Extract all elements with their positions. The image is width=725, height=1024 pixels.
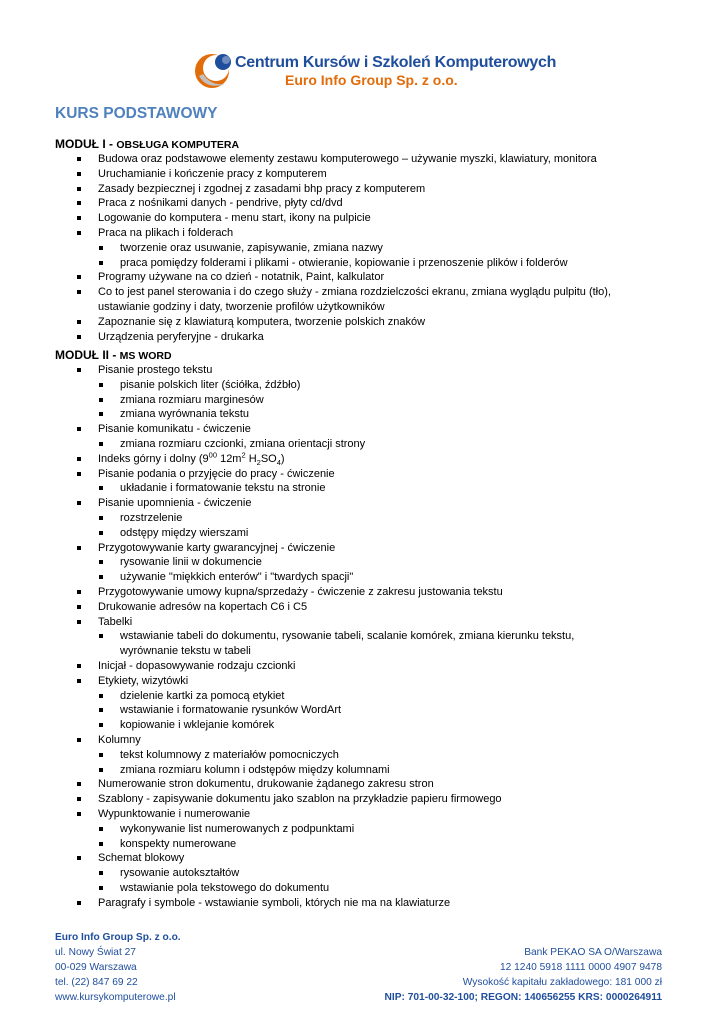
list-item-text: Pisanie komunikatu - ćwiczenie [98, 423, 251, 436]
footer-ids: NIP: 701-00-32-100; REGON: 140656255 KRS: 0000264911 [384, 992, 662, 1003]
bullet-icon [77, 679, 81, 683]
sub-list [98, 378, 625, 422]
sub-list-item-text: rysowanie autokształtów [120, 867, 240, 880]
list-item-text: Przygotowywanie karty gwarancyjnej - ćwiczenie [98, 541, 336, 554]
list-item [0, 896, 725, 911]
sub-list-item [98, 481, 625, 496]
sub-list-item-text: kopiowanie i wklejanie komórek [120, 719, 275, 732]
bullet-icon [99, 842, 103, 846]
sub-list-item-text: wstawianie tabeli do dokumentu, rysowanie tabeli, scalanie komórek, zmiana kierunku tekstu, wyrównanie tekstu w tabeli [120, 630, 575, 658]
bullet-icon [99, 516, 103, 520]
list-item [0, 674, 725, 733]
sub-list-item [98, 526, 625, 541]
bullet-icon [99, 694, 103, 698]
bullet-icon [77, 812, 81, 816]
logo-title: Centrum Kursów i Szkoleń Komputerowych [235, 54, 557, 71]
bullet-icon [77, 368, 81, 372]
sub-list-item [98, 703, 625, 718]
list-item [0, 452, 725, 467]
footer-account: 12 1240 5918 1111 0000 4907 9478 [499, 962, 662, 973]
sub-list-item-text: zmiana rozmiaru marginesów [120, 393, 264, 406]
list-item [0, 270, 725, 285]
bullet-icon [99, 871, 103, 875]
sub-list-item [98, 511, 625, 526]
bullet-icon [77, 546, 81, 550]
list-item-text: Tabelki [98, 615, 133, 628]
sub-list [98, 866, 625, 896]
sub-list-item [98, 763, 625, 778]
bullet-icon [77, 275, 81, 279]
bullet-icon [77, 231, 81, 235]
bullet-icon [77, 590, 81, 594]
sub-list-item [98, 256, 625, 271]
list-item [0, 285, 725, 315]
bullet-icon [99, 886, 103, 890]
list-item [0, 363, 725, 422]
index-part: 2 [241, 450, 246, 460]
list-item [0, 330, 725, 345]
sub-list-item [98, 689, 625, 704]
sub-list [98, 822, 625, 852]
bullet-icon [99, 723, 103, 727]
sub-list-item-text: układanie i formatowanie tekstu na stronie [120, 482, 326, 495]
module-1-heading [55, 137, 239, 151]
bullet-icon [99, 398, 103, 402]
list-item-text: Praca na plikach i folderach [98, 226, 234, 239]
list-item [0, 585, 725, 600]
sub-list-item [98, 881, 625, 896]
sub-list-item [98, 393, 625, 408]
list-item-text: Budowa oraz podstawowe elementy zestawu komputerowego – używanie myszki, klawiatury, monitora [98, 153, 597, 165]
list-item [0, 807, 725, 851]
footer-company: Euro Info Group Sp. z o.o. [55, 932, 181, 943]
list-item-text: Inicjał - dopasowywanie rodzaju czcionki [98, 659, 296, 672]
bullet-icon [99, 531, 103, 535]
list-item-text: Numerowanie stron dokumentu, drukowanie żądanego zakresu stron [98, 778, 434, 791]
list-item [0, 659, 725, 674]
bullet-icon [77, 427, 81, 431]
list-item-text: Programy używane na co dzień - notatnik, Paint, kalkulator [98, 271, 385, 284]
bullet-icon [77, 782, 81, 786]
list-item-text: Wypunktowanie i numerowanie [98, 807, 251, 820]
index-part: ) [280, 452, 285, 465]
list-item [0, 851, 725, 895]
footer-website-link[interactable]: www.kursykomputerowe.pl [55, 992, 176, 1003]
sub-list-item-text: używanie "miękkich enterów" i "twardych spacji" [120, 571, 354, 584]
list-item-text: Przygotowywanie umowy kupna/sprzedaży - ćwiczenie z zakresu justowania tekstu [98, 585, 503, 598]
list-item [0, 196, 725, 211]
sub-list-item-text: wykonywanie list numerowanych z podpunktami [120, 822, 355, 835]
bullet-icon [77, 290, 81, 294]
index-part: 2 [256, 457, 261, 467]
bullet-icon [77, 187, 81, 191]
page-footer [0, 930, 725, 1003]
sub-list [98, 437, 625, 452]
index-part: SO [260, 452, 277, 465]
sub-list [98, 689, 625, 733]
list-item-text: Urządzenia peryferyjne - drukarka [98, 330, 264, 343]
index-part: H [245, 452, 257, 465]
list-item-text: Logowanie do komputera - menu start, ikony na pulpicie [98, 212, 371, 225]
bullet-icon [77, 856, 81, 860]
list-item [0, 152, 725, 167]
list-item-text: Zapoznanie się z klawiaturą komputera, tworzenie polskich znaków [98, 315, 426, 328]
list-item [0, 733, 725, 777]
bullet-icon [99, 634, 103, 638]
sub-list-item [98, 407, 625, 422]
module-1-title: OBSŁUGA KOMPUTERA [116, 139, 240, 151]
bullet-icon [99, 575, 103, 579]
list-item-text: Praca z nośnikami danych - pendrive, płyty cd/dvd [98, 197, 343, 210]
list-item [0, 777, 725, 792]
list-item [0, 496, 725, 540]
sub-list-item [98, 437, 625, 452]
list-item [0, 422, 725, 452]
index-part: Indeks górny i dolny (9 [98, 452, 209, 465]
module-1-prefix: MODUŁ I - [55, 137, 117, 151]
sub-list-item-text: rysowanie linii w dokumencie [120, 556, 262, 569]
list-item-text: Szablony - zapisywanie dokumentu jako szablon na przykładzie papieru firmowego [98, 793, 502, 806]
sub-list-item-text: wstawianie i formatowanie rysunków WordArt [120, 704, 342, 717]
list-item [0, 541, 725, 585]
footer-company-details [385, 945, 663, 1005]
sub-list-item [98, 241, 625, 256]
bullet-icon [77, 605, 81, 609]
bullet-icon [77, 501, 81, 505]
sub-list-item-text: zmiana wyrównania tekstu [120, 408, 250, 421]
list-item-text: Pisanie prostego tekstu [98, 364, 213, 376]
sub-list-item-text: wstawianie pola tekstowego do dokumentu [120, 881, 330, 894]
bullet-icon [99, 708, 103, 712]
footer-capital: Wysokość kapitału zakładowego: 181 000 zł [462, 977, 662, 988]
sub-list [98, 555, 625, 585]
bullet-icon [99, 486, 103, 490]
footer-phone: tel. (22) 847 69 22 [55, 977, 138, 988]
sub-list-item [98, 837, 625, 852]
module-1-list [0, 152, 725, 344]
list-item [0, 211, 725, 226]
sub-list [98, 481, 625, 496]
list-item [0, 315, 725, 330]
sub-list [98, 748, 625, 778]
sub-list-item-text: zmiana rozmiaru czcionki, zmiana orientacji strony [120, 437, 366, 450]
list-item-text: Etykiety, wizytówki [98, 674, 189, 687]
list-item-text: Drukowanie adresów na kopertach C6 i C5 [98, 600, 308, 613]
bullet-icon [99, 442, 103, 446]
index-example-text [98, 450, 285, 467]
bullet-icon [99, 261, 103, 265]
sub-list [98, 241, 625, 271]
bullet-icon [77, 335, 81, 339]
sub-list-item-text: rozstrzelenie [120, 511, 183, 524]
sub-list-item [98, 378, 625, 393]
sub-list-item-text: tworzenie oraz usuwanie, zapisywanie, zmiana nazwy [120, 241, 383, 254]
logo-swirl-icon [193, 50, 237, 92]
index-part: 00 [208, 450, 218, 460]
bullet-icon [77, 216, 81, 220]
list-item-text: Pisanie podania o przyjęcie do pracy - ćwiczenie [98, 467, 335, 480]
sub-list-item-text: praca pomiędzy folderami i plikami - otwieranie, kopiowanie i przenoszenie plików i folderów [120, 256, 568, 269]
list-item [0, 182, 725, 197]
list-item [0, 615, 725, 659]
sub-list-item [98, 629, 625, 659]
footer-street: ul. Nowy Świat 27 [55, 947, 136, 958]
bullet-icon [99, 246, 103, 250]
footer-address [55, 930, 181, 1005]
bullet-icon [77, 457, 81, 461]
list-item [0, 792, 725, 807]
sub-list-item-text: zmiana rozmiaru kolumn i odstępów między kolumnami [120, 763, 390, 776]
module-2-title: MS WORD [119, 350, 172, 362]
bullet-icon [99, 753, 103, 757]
list-item [0, 226, 725, 270]
module-2-list [0, 363, 725, 910]
index-part: 12m [217, 452, 242, 465]
sub-list-item-text: dzielenie kartki za pomocą etykiet [120, 689, 285, 702]
module-2-heading [55, 348, 172, 362]
index-part: 4 [276, 457, 281, 467]
bullet-icon [77, 320, 81, 324]
list-item [0, 167, 725, 182]
list-item-text: Schemat blokowy [98, 852, 185, 865]
list-item-text: Kolumny [98, 733, 141, 746]
sub-list-item [98, 866, 625, 881]
module-2-prefix: MODUŁ II - [55, 348, 120, 362]
bullet-icon [77, 738, 81, 742]
sub-list-item [98, 748, 625, 763]
bullet-icon [99, 768, 103, 772]
sub-list-item-text: konspekty numerowane [120, 837, 237, 850]
footer-bank: Bank PEKAO SA O/Warszawa [524, 947, 662, 958]
bullet-icon [99, 560, 103, 564]
bullet-icon [77, 157, 81, 161]
sub-list-item [98, 822, 625, 837]
list-item [0, 600, 725, 615]
sub-list [98, 511, 625, 541]
sub-list-item [98, 555, 625, 570]
sub-list-item-text: odstępy między wierszami [120, 526, 249, 539]
list-item-text: Co to jest panel sterowania i do czego służy - zmiana rozdzielczości ekranu, zmiana wyglądu pulpitu (tło), ustawianie godziny i daty, tworzenie profilów użytkowników [98, 286, 611, 313]
list-item-text: Uruchamianie i kończenie pracy z komputerem [98, 167, 327, 180]
company-logo [193, 50, 557, 92]
sub-list-item [98, 718, 625, 733]
bullet-icon [99, 383, 103, 387]
list-item-text: Paragrafy i symbole - wstawianie symboli, których nie ma na klawiaturze [98, 896, 451, 909]
bullet-icon [77, 797, 81, 801]
bullet-icon [77, 620, 81, 624]
bullet-icon [77, 664, 81, 668]
sub-list-item-text: pisanie polskich liter (ściółka, źdźbło) [120, 378, 301, 391]
list-item [0, 467, 725, 497]
logo-subtitle: Euro Info Group Sp. z o.o. [285, 72, 458, 88]
bullet-icon [77, 201, 81, 205]
list-item-text: Zasady bezpiecznej i zgodnej z zasadami bhp pracy z komputerem [98, 182, 426, 195]
bullet-icon [77, 472, 81, 476]
bullet-icon [77, 172, 81, 176]
bullet-icon [99, 412, 103, 416]
bullet-icon [77, 901, 81, 905]
bullet-icon [99, 827, 103, 831]
sub-list [98, 629, 625, 659]
list-item-text: Pisanie upomnienia - ćwiczenie [98, 497, 252, 510]
sub-list-item-text: tekst kolumnowy z materiałów pomocniczych [120, 748, 339, 761]
sub-list-item [98, 570, 625, 585]
course-title: KURS PODSTAWOWY [55, 105, 218, 122]
footer-city: 00-029 Warszawa [55, 962, 137, 973]
